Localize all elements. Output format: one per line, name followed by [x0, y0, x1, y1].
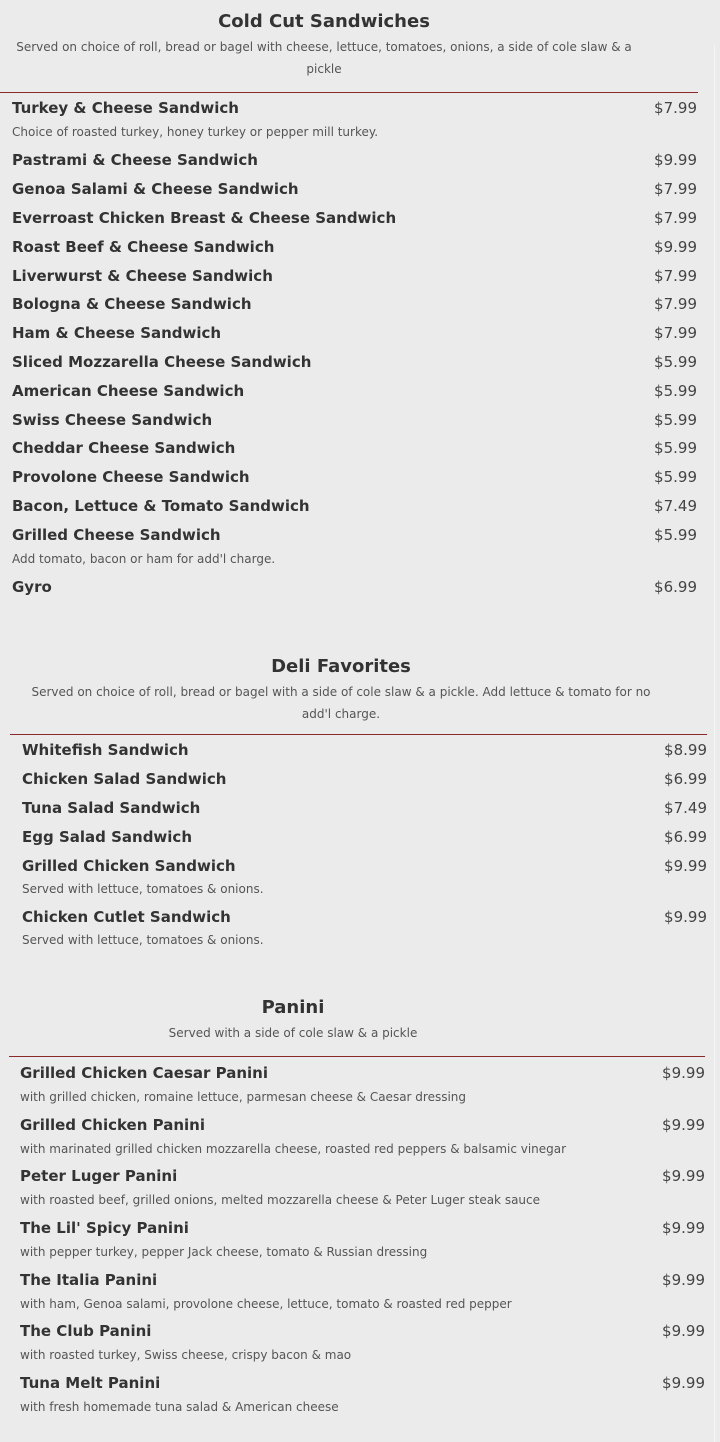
menu-item-price: $9.99 — [662, 1116, 705, 1134]
section-description-line: Served on choice of roll, bread or bagel with a side of cole slaw & a pickle. Add lettuce & tomato for no — [31, 685, 651, 699]
menu-item-price: $5.99 — [654, 468, 697, 486]
menu-item-name: Egg Salad Sandwich — [22, 828, 193, 846]
menu-item-price: $9.99 — [654, 238, 697, 256]
menu-item-name: The Italia Panini — [20, 1271, 158, 1289]
menu-item-price: $9.99 — [664, 908, 707, 926]
menu-item-name: Tuna Salad Sandwich — [22, 799, 201, 817]
section-cold-cut — [0, 10, 648, 80]
menu-item-price: $6.99 — [664, 828, 707, 846]
section-description-line: Served on choice of roll, bread or bagel with cheese, lettuce, tomatoes, onions, a side of cole slaw & a — [16, 40, 632, 54]
menu-item-description: with roasted turkey, Swiss cheese, crispy bacon & mao — [20, 1348, 352, 1362]
menu-item-name: Sliced Mozzarella Cheese Sandwich — [12, 353, 312, 371]
menu-item-price: $7.99 — [654, 99, 697, 117]
menu-item-price: $7.99 — [654, 267, 697, 285]
section-description — [31, 681, 651, 725]
menu-item-price: $8.99 — [664, 741, 707, 759]
menu-item-description: Served with lettuce, tomatoes & onions. — [22, 933, 264, 947]
menu-item-name: Gyro — [12, 578, 52, 596]
section-description-line: Served with a side of cole slaw & a pickle — [168, 1026, 418, 1040]
section-description — [0, 1022, 586, 1044]
section-title: Panini — [261, 997, 325, 1018]
menu-item-name: Peter Luger Panini — [20, 1167, 178, 1185]
menu-item-price: $7.49 — [654, 497, 697, 515]
menu-item-price: $9.99 — [654, 151, 697, 169]
menu-item-price: $6.99 — [654, 578, 697, 596]
menu-item-name: Roast Beef & Cheese Sandwich — [12, 238, 275, 256]
menu-item-name: Everroast Chicken Breast & Cheese Sandwich — [12, 209, 397, 227]
menu-item-name: Bacon, Lettuce & Tomato Sandwich — [12, 497, 310, 515]
menu-item-name: Grilled Cheese Sandwich — [12, 526, 221, 544]
menu-item-name: The Lil' Spicy Panini — [20, 1219, 189, 1237]
menu-item-price: $5.99 — [654, 411, 697, 429]
menu-item-description: with marinated grilled chicken mozzarella cheese, roasted red peppers & balsamic vinegar — [20, 1142, 567, 1156]
menu-item-price: $6.99 — [664, 770, 707, 788]
menu-item-name: Cheddar Cheese Sandwich — [12, 439, 236, 457]
menu-item-price: $9.99 — [662, 1219, 705, 1237]
menu-item-price: $7.99 — [654, 209, 697, 227]
menu-item-price: $9.99 — [662, 1271, 705, 1289]
page-edge — [714, 45, 715, 1442]
section-panini — [0, 996, 586, 1044]
menu-item-price: $5.99 — [654, 439, 697, 457]
menu-item-name: Liverwurst & Cheese Sandwich — [12, 267, 273, 285]
menu-item-description: Served with lettuce, tomatoes & onions. — [22, 882, 264, 896]
menu-item-price: $9.99 — [662, 1167, 705, 1185]
menu-item-name: Tuna Melt Panini — [20, 1374, 161, 1392]
menu-item-description: Choice of roasted turkey, honey turkey or pepper mill turkey. — [12, 125, 379, 139]
menu-item-price: $5.99 — [654, 353, 697, 371]
menu-item-description: with grilled chicken, romaine lettuce, parmesan cheese & Caesar dressing — [20, 1090, 467, 1104]
menu-item-name: American Cheese Sandwich — [12, 382, 245, 400]
section-description — [14, 36, 634, 80]
menu-item-name: Grilled Chicken Sandwich — [22, 857, 236, 875]
menu-item-name: The Club Panini — [20, 1322, 152, 1340]
menu-item-description: with roasted beef, grilled onions, melted mozzarella cheese & Peter Luger steak sauce — [20, 1193, 541, 1207]
menu-item-description: with pepper turkey, pepper Jack cheese, tomato & Russian dressing — [20, 1245, 428, 1259]
section-title: Deli Favorites — [271, 656, 411, 677]
section-divider — [10, 734, 707, 735]
menu-item-price: $7.99 — [654, 324, 697, 342]
menu-item-price: $5.99 — [654, 526, 697, 544]
menu-item-name: Ham & Cheese Sandwich — [12, 324, 222, 342]
section-title: Cold Cut Sandwiches — [218, 11, 430, 32]
menu-item-name: Swiss Cheese Sandwich — [12, 411, 213, 429]
menu-item-name: Provolone Cheese Sandwich — [12, 468, 250, 486]
menu-item-name: Whitefish Sandwich — [22, 741, 189, 759]
menu-item-description: Add tomato, bacon or ham for add'l charge. — [12, 552, 276, 566]
menu-item-price: $7.99 — [654, 295, 697, 313]
section-divider — [9, 1056, 705, 1057]
menu-item-description: with fresh homemade tuna salad & American cheese — [20, 1400, 339, 1414]
menu-item-name: Grilled Chicken Caesar Panini — [20, 1064, 268, 1082]
menu-item-description: with ham, Genoa salami, provolone cheese, lettuce, tomato & roasted red pepper — [20, 1297, 512, 1311]
menu-item-name: Genoa Salami & Cheese Sandwich — [12, 180, 299, 198]
section-divider — [0, 92, 698, 93]
menu-item-price: $5.99 — [654, 382, 697, 400]
menu-item-price: $9.99 — [662, 1322, 705, 1340]
menu-item-price: $9.99 — [662, 1374, 705, 1392]
menu-item-name: Grilled Chicken Panini — [20, 1116, 205, 1134]
menu-item-name: Turkey & Cheese Sandwich — [12, 99, 239, 117]
menu-item-name: Bologna & Cheese Sandwich — [12, 295, 252, 313]
section-description-line: add'l charge. — [301, 707, 381, 721]
menu-item-price: $7.99 — [654, 180, 697, 198]
menu-item-price: $9.99 — [664, 857, 707, 875]
menu-item-price: $7.49 — [664, 799, 707, 817]
section-description-line: pickle — [306, 62, 342, 76]
section-deli-favorites — [0, 655, 682, 725]
menu-item-price: $9.99 — [662, 1064, 705, 1082]
menu-item-name: Chicken Salad Sandwich — [22, 770, 227, 788]
menu-item-name: Pastrami & Cheese Sandwich — [12, 151, 258, 169]
menu-item-name: Chicken Cutlet Sandwich — [22, 908, 231, 926]
